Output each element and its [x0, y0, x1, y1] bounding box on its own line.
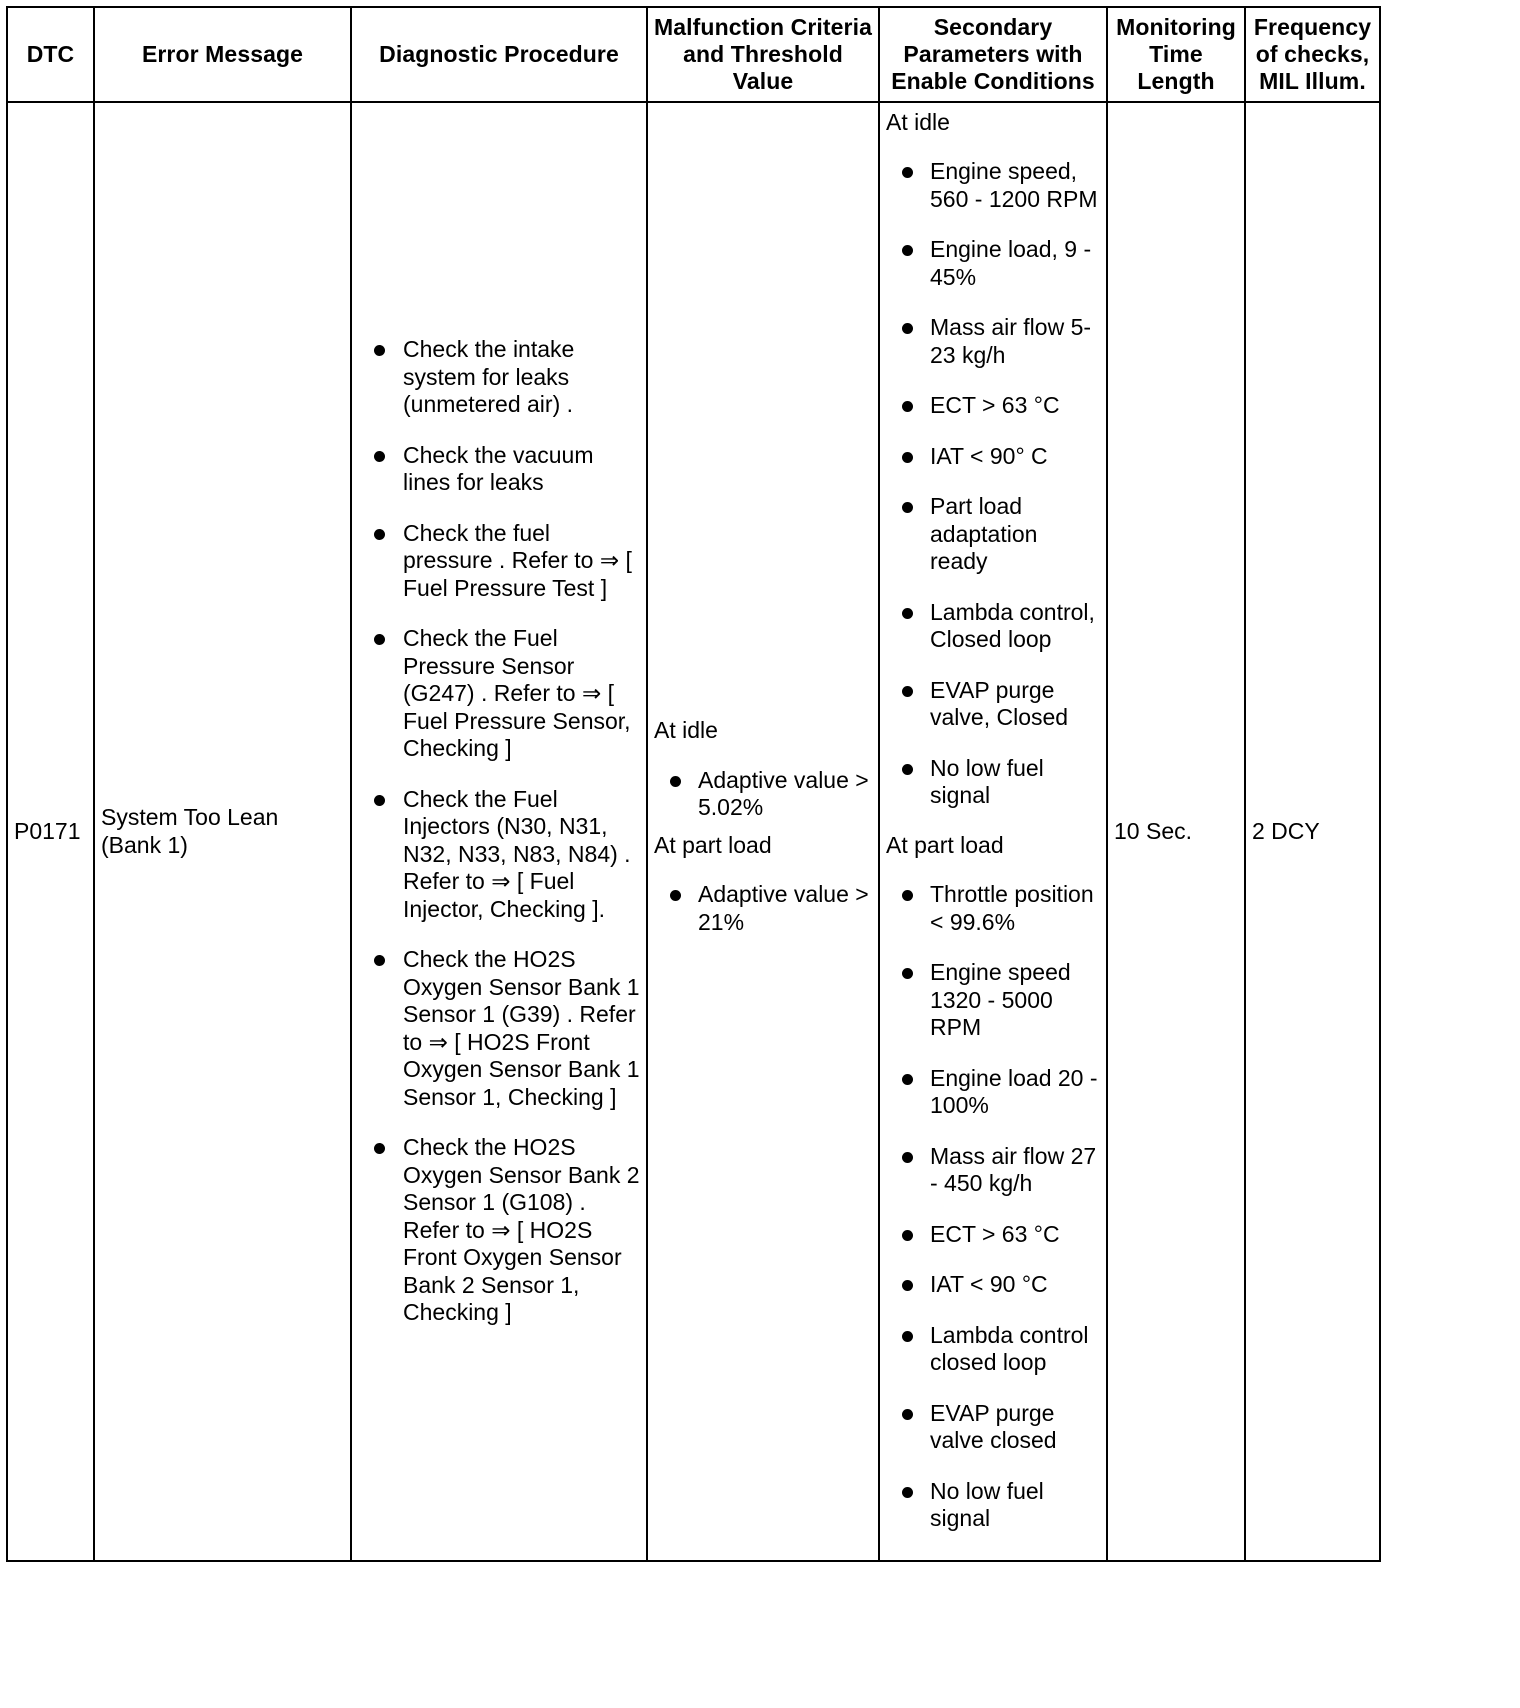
header-error-message: Error Message	[94, 7, 351, 102]
malfunction-criteria-cell	[647, 102, 879, 1561]
header-row	[7, 7, 1380, 102]
dtc-table	[6, 6, 1381, 1562]
list-item: Check the Fuel Pressure Sensor (G247) . Refer to ⇒ [ Fuel Pressure Sensor, Checking ]	[358, 625, 640, 763]
secondary-idle-label: At idle	[886, 108, 950, 135]
malfunction-part-list	[654, 881, 872, 936]
list-item: Check the Fuel Injectors (N30, N31, N32, N33, N83, N84) . Refer to ⇒ [ Fuel Injector, Checking ].	[358, 786, 640, 924]
secondary-idle-list	[886, 158, 1100, 810]
list-item: Throttle position < 99.6%	[886, 881, 1100, 936]
list-item: Part load adaptation ready	[886, 493, 1100, 576]
list-item: No low fuel signal	[886, 755, 1100, 810]
malfunction-idle-list	[654, 767, 872, 822]
secondary-part-label: At part load	[886, 831, 1004, 858]
list-item: Adaptive value > 21%	[654, 881, 872, 936]
list-item: Mass air flow 5-23 kg/h	[886, 314, 1100, 369]
monitoring-time: 10 Sec.	[1107, 102, 1245, 1561]
list-item: No low fuel signal	[886, 1478, 1100, 1533]
dtc-code: P0171	[7, 102, 94, 1561]
list-item: Check the intake system for leaks (unmetered air) .	[358, 336, 640, 419]
list-item: Engine speed 1320 - 5000 RPM	[886, 959, 1100, 1042]
list-item: Check the HO2S Oxygen Sensor Bank 1 Sensor 1 (G39) . Refer to ⇒ [ HO2S Front Oxygen Sensor Bank 1 Sensor 1, Checking ]	[358, 946, 640, 1111]
header-malfunction-criteria: Malfunction Criteria and Threshold Value	[647, 7, 879, 102]
list-item: IAT < 90° C	[886, 443, 1100, 471]
list-item: EVAP purge valve, Closed	[886, 677, 1100, 732]
list-item: Check the fuel pressure . Refer to ⇒ [ Fuel Pressure Test ]	[358, 520, 640, 603]
list-item: ECT > 63 °C	[886, 1221, 1100, 1249]
list-item: Lambda control closed loop	[886, 1322, 1100, 1377]
error-message: System Too Lean (Bank 1)	[94, 102, 351, 1561]
secondary-parameters-cell	[879, 102, 1107, 1561]
header-secondary-parameters: Secondary Parameters with Enable Conditions	[879, 7, 1107, 102]
procedure-list	[358, 336, 640, 1327]
frequency: 2 DCY	[1245, 102, 1380, 1561]
list-item: IAT < 90 °C	[886, 1271, 1100, 1299]
list-item: Lambda control, Closed loop	[886, 599, 1100, 654]
table-row	[7, 102, 1380, 1561]
list-item: Engine load, 9 - 45%	[886, 236, 1100, 291]
secondary-part-list	[886, 881, 1100, 1533]
list-item: ECT > 63 °C	[886, 392, 1100, 420]
malfunction-idle-label: At idle	[654, 717, 718, 743]
list-item: Check the vacuum lines for leaks	[358, 442, 640, 497]
malfunction-part-label: At part load	[654, 831, 772, 858]
header-diagnostic-procedure: Diagnostic Procedure	[351, 7, 647, 102]
header-frequency: Frequency of checks, MIL Illum.	[1245, 7, 1380, 102]
list-item: EVAP purge valve closed	[886, 1400, 1100, 1455]
list-item: Mass air flow 27 - 450 kg/h	[886, 1143, 1100, 1198]
header-monitoring-time: Monitoring Time Length	[1107, 7, 1245, 102]
list-item: Adaptive value > 5.02%	[654, 767, 872, 822]
list-item: Check the HO2S Oxygen Sensor Bank 2 Sensor 1 (G108) . Refer to ⇒ [ HO2S Front Oxygen Sensor Bank 2 Sensor 1, Checking ]	[358, 1134, 640, 1327]
diagnostic-procedure-cell	[351, 102, 647, 1561]
list-item: Engine load 20 - 100%	[886, 1065, 1100, 1120]
list-item: Engine speed, 560 - 1200 RPM	[886, 158, 1100, 213]
header-dtc: DTC	[7, 7, 94, 102]
